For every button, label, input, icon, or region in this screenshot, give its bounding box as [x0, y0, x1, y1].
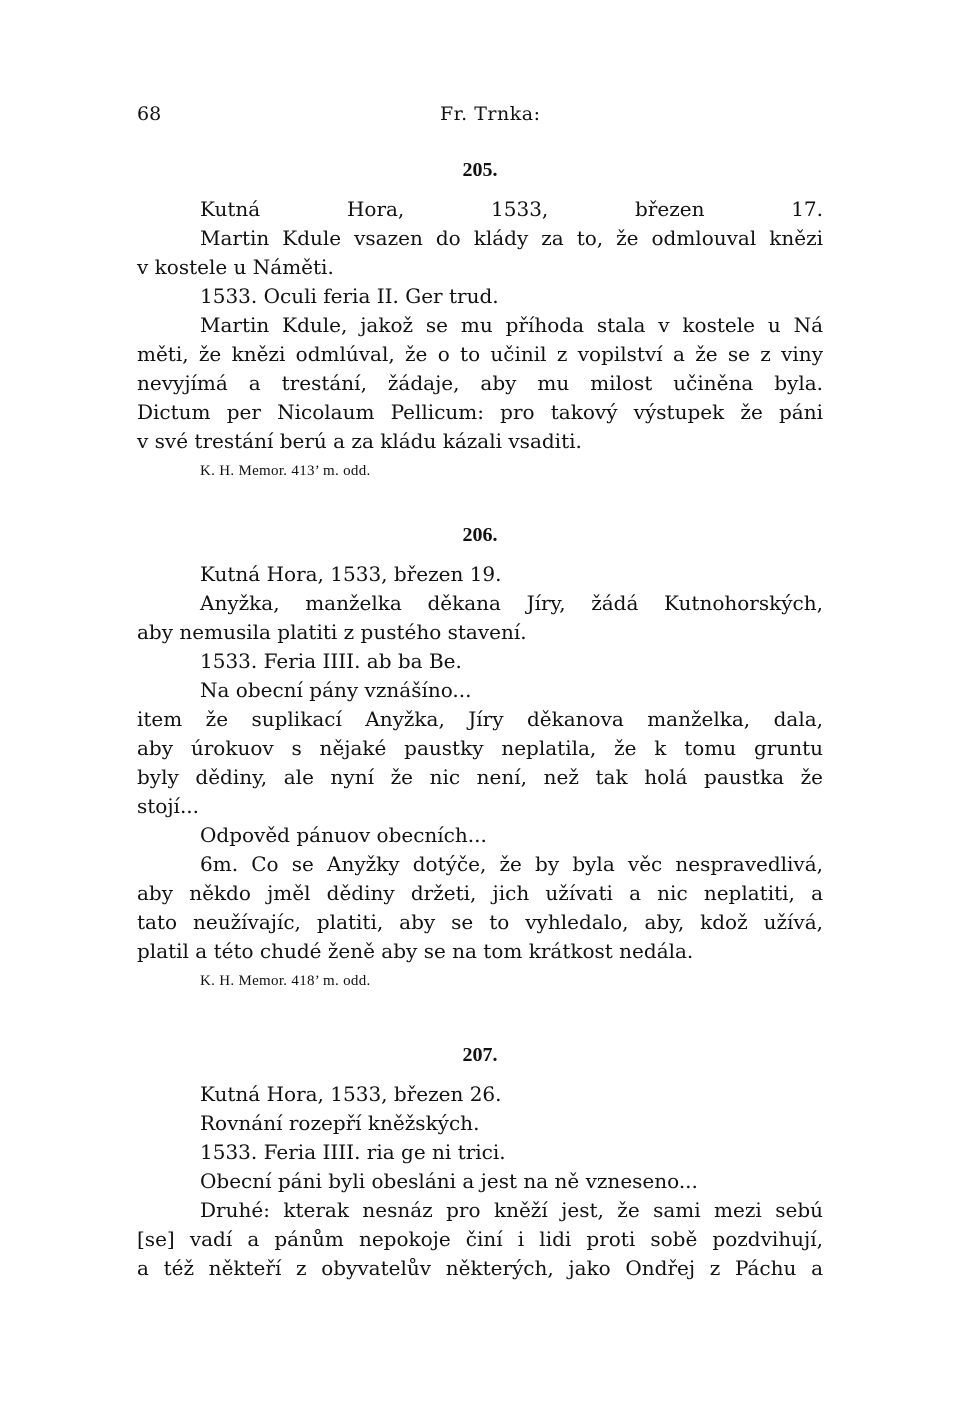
entry-date-line: Kutná Hora, 1533, březen 19. — [200, 562, 502, 586]
entry-text-line: Na obecní pány vznášíno... — [200, 678, 472, 702]
entry-text-line: a též někteří z obyvatelův některých, jako Ondřej z Páchu a — [137, 1256, 823, 1280]
entry-text-line: měti, že knězi odmlúval, že o to učinil z vopilství a že se z viny — [137, 342, 823, 366]
entry-text-line: byly dědiny, ale nyní že nic není, než tak holá paustka že — [137, 765, 823, 789]
entry-text-line: Obecní páni byli obesláni a jest na ně vzneseno... — [200, 1169, 698, 1193]
entry-207 — [137, 1040, 823, 1283]
entry-206 — [137, 520, 823, 992]
entry-source: K. H. Memor. 413’ m. odd. — [200, 463, 371, 479]
entry-source: K. H. Memor. 418’ m. odd. — [200, 973, 371, 989]
entry-text-line: Druhé: kterak nesnáz pro kněží jest, že sami mezi sebú — [200, 1198, 823, 1222]
entry-text-line: v své trestání berú a za kládu kázali vsaditi. — [137, 429, 582, 453]
entry-text-line: 6m. Co se Anyžky dotýče, že by byla věc nespravedlivá, — [200, 852, 823, 876]
entry-text-line: Dictum per Nicolaum Pellicum: pro takový výstupek že páni — [137, 400, 823, 424]
entry-date-line: Kutná Hora, 1533, březen 26. — [200, 1082, 502, 1106]
entry-summary-line: Rovnání rozepří kněžských. — [200, 1111, 480, 1135]
entry-dating-line: 1533. Feria IIII. ria ge ni trici. — [200, 1140, 506, 1164]
entry-number: 206. — [462, 524, 498, 546]
entry-text-line: nevyjímá a trestání, žádaje, aby mu milost učiněna byla. — [137, 371, 823, 395]
entry-summary-line: aby nemusila platiti z pustého stavení. — [137, 620, 527, 644]
entry-text-line: aby úrokuov s nějaké paustky neplatila, že k tomu gruntu — [137, 736, 823, 760]
entry-text-line: aby někdo jměl dědiny držeti, jich užívati a nic neplatiti, a — [137, 881, 823, 905]
entry-205 — [137, 155, 823, 482]
entry-summary-line: v kostele u Náměti. — [137, 255, 334, 279]
entry-summary-line: Anyžka, manželka děkana Jíry, žádá Kutnohorských, — [200, 591, 823, 615]
entry-date-line: Kutná Hora, 1533, březen 17. — [200, 197, 823, 221]
page-header — [137, 103, 823, 133]
entry-dating-line: 1533. Feria IIII. ab ba Be. — [200, 649, 462, 673]
entry-number: 205. — [462, 159, 498, 181]
entry-text-line: Martin Kdule, jakož se mu příhoda stala v kostele u Ná — [200, 313, 823, 337]
running-title: Fr. Trnka: — [440, 103, 541, 125]
entry-text-line: platil a této chudé ženě aby se na tom krátkost nedála. — [137, 939, 694, 963]
entry-summary-line: Martin Kdule vsazen do klády za to, že odmlouval knězi — [200, 226, 823, 250]
page-number: 68 — [137, 103, 162, 125]
entry-text-line: Odpověd pánuov obecních... — [200, 823, 487, 847]
entry-text-line: item že suplikací Anyžka, Jíry děkanova manželka, dala, — [137, 707, 823, 731]
entry-number: 207. — [462, 1044, 498, 1066]
entry-dating-line: 1533. Oculi feria II. Ger trud. — [200, 284, 499, 308]
entry-text-line: [se] vadí a pánům nepokoje činí i lidi proti sobě pozdvihují, — [137, 1227, 823, 1251]
entry-text-line: stojí... — [137, 794, 200, 818]
entry-text-line: tato neužívajíc, platiti, aby se to vyhledalo, aby, kdož užívá, — [137, 910, 823, 934]
